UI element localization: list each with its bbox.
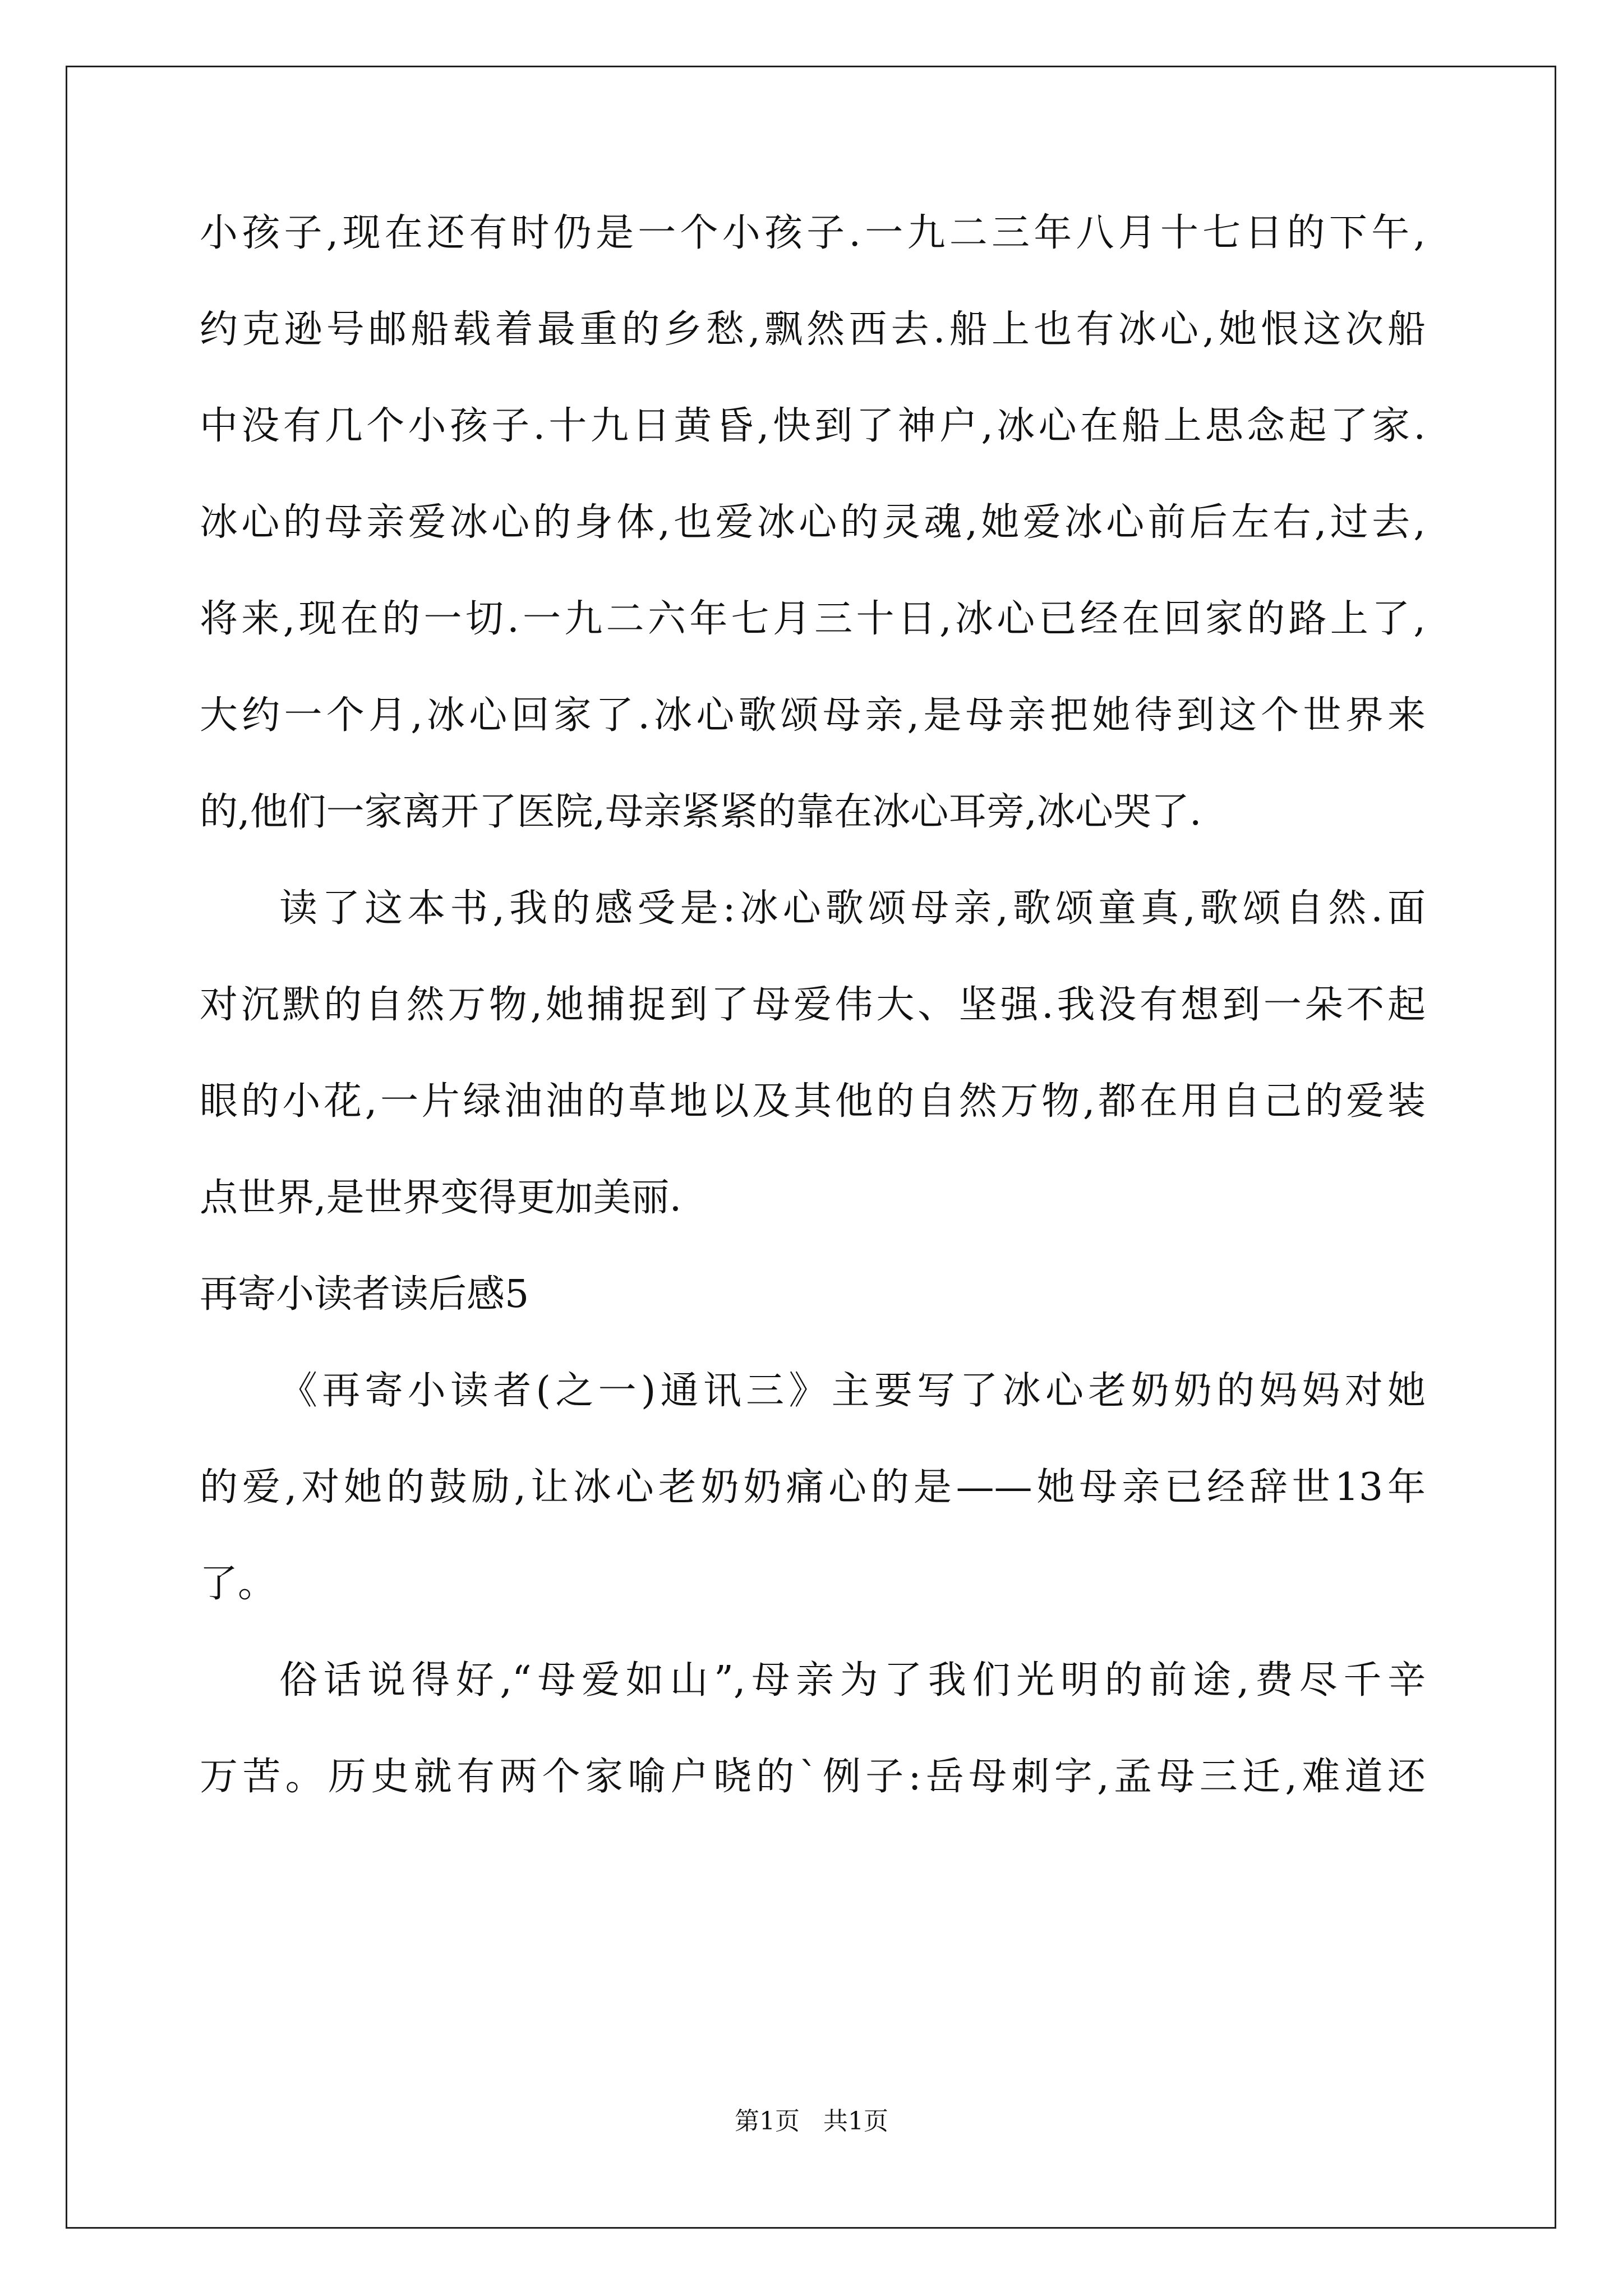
page-footer: [0, 2105, 1623, 2138]
document-body: [200, 185, 1426, 1825]
text-line: 的爱,对她的鼓励,让冰心老奶奶痛心的是——她母亲已经辞世13年: [200, 1465, 1426, 1510]
text-line: 冰心的母亲爱冰心的身体,也爱冰心的灵魂,她爱冰心前后左右,过去,: [200, 500, 1426, 545]
text-line: 了。: [200, 1562, 276, 1606]
text-line: 万苦。历史就有两个家喻户晓的`例子:岳母刺字,孟母三迁,难道还: [200, 1755, 1426, 1799]
text-line: 约克逊号邮船载着最重的乡愁,飘然西去.船上也有冰心,她恨这次船: [200, 307, 1426, 352]
text-line: 大约一个月,冰心回家了.冰心歌颂母亲,是母亲把她待到这个世界来: [200, 693, 1426, 738]
text-line: 的,他们一家离开了医院,母亲紧紧的靠在冰心耳旁,冰心哭了.: [200, 790, 1202, 834]
text-line: 眼的小花,一片绿油油的草地以及其他的自然万物,都在用自己的爱装: [200, 1079, 1426, 1124]
text-line: 对沉默的自然万物,她捕捉到了母爱伟大、坚强.我没有想到一朵不起: [200, 983, 1426, 1027]
text-line: 将来,现在的一切.一九二六年七月三十日,冰心已经在回家的路上了,: [200, 597, 1426, 641]
page-number: 第1页: [735, 2107, 800, 2136]
paragraph-first-line: 读了这本书,我的感受是:冰心歌颂母亲,歌颂童真,歌颂自然.面: [279, 886, 1426, 931]
text-line: 点世界,是世界变得更加美丽.: [200, 1176, 682, 1220]
paragraph-first-line: 俗话说得好,“母爱如山”,母亲为了我们光明的前途,费尽千辛: [279, 1658, 1426, 1703]
paragraph-first-line: 《再寄小读者(之一)通讯三》主要写了冰心老奶奶的妈妈对她: [279, 1369, 1426, 1413]
text-line: 中没有几个小孩子.十九日黄昏,快到了神户,冰心在船上思念起了家.: [200, 404, 1426, 448]
text-line: 小孩子,现在还有时仍是一个小孩子.一九二三年八月十七日的下午,: [200, 211, 1426, 255]
section-heading: 再寄小读者读后感5: [200, 1272, 529, 1317]
page-total: 共1页: [823, 2107, 888, 2136]
